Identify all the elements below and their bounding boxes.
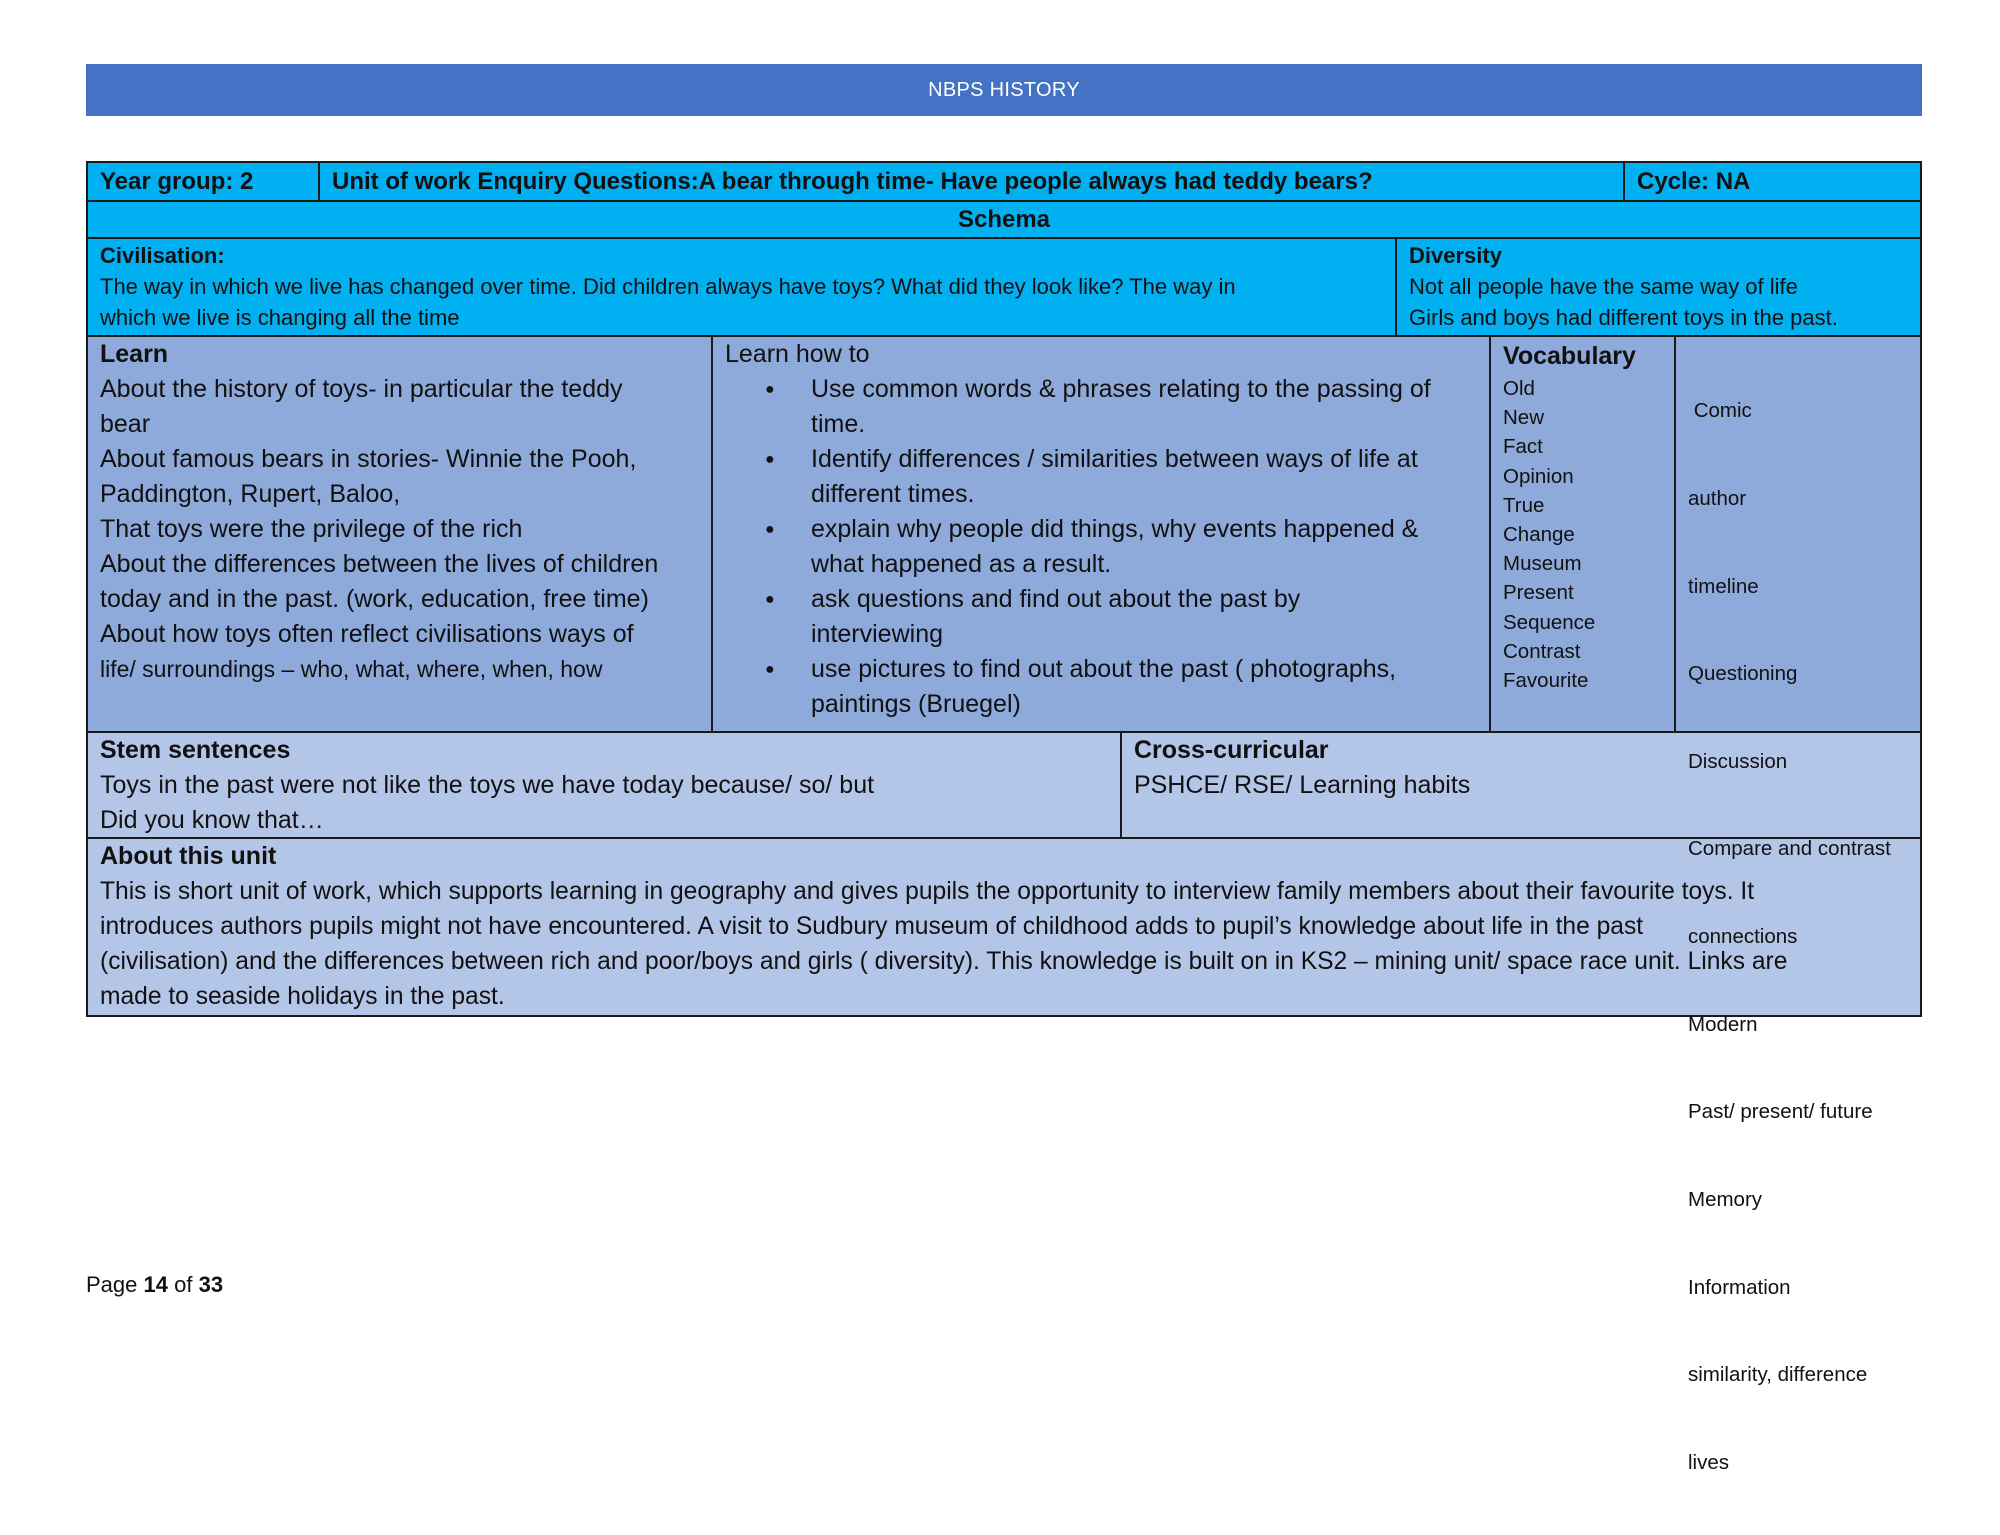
unit-header-row [86,161,1922,202]
learn-line: About how toys often reflect civilisations ways of [100,620,634,648]
vocabulary-cell [1489,337,1674,731]
list-item-text: interviewing [811,620,944,648]
vocab-word: Memory [1688,1187,1763,1211]
learn-line: About famous bears in stories- Winnie the Pooh, [100,445,637,473]
vocab-word: Change [1503,523,1575,547]
list-item-text: what happened as a result. [811,550,1112,578]
vocab-word: lives [1688,1450,1730,1474]
vocab-word: Modern [1688,1012,1758,1036]
vocab-word: timeline [1688,574,1759,598]
list-item-text: ● ask questions and find out about the past by [811,585,1301,613]
about-line: (civilisation) and the differences between rich and poor/boys and girls ( diversity). This knowledge is built on in KS2 – mining unit/ space race unit. Links are [100,948,1788,975]
vocab-word: Opinion [1503,464,1574,488]
vocab-word: Museum [1503,552,1582,576]
list-item-text: ● use pictures to find out about the past ( photographs, [811,655,1397,683]
list-item-text: paintings (Bruegel) [811,690,1021,718]
vocab-word: Sequence [1503,610,1596,634]
about-title: About this unit [100,842,277,870]
page-number: 14 [143,1272,168,1297]
learn-line: bear [100,410,151,438]
vocabulary-cell-2 [1674,337,1920,1474]
learn-line: life/ surroundings – who, what, where, when, how [100,656,603,682]
learn-line: About the differences between the lives of children [100,550,659,578]
learn-how-cell [711,337,1489,731]
list-item [725,652,1477,722]
vocab-word: New [1503,406,1545,430]
learn-title: Learn [100,340,169,368]
vocab-word: Contrast [1503,639,1581,663]
list-item [725,442,1477,512]
diversity-line: Girls and boys had different toys in the past. [1409,305,1838,330]
diversity-cell [1395,239,1920,335]
civilisation-cell [88,239,1395,335]
civilisation-line: which we live is changing all the time [100,305,460,330]
learn-cell [88,337,711,731]
vocab-word: author [1688,487,1747,511]
vocab-word: Old [1503,377,1535,400]
vocab-word: Past/ present/ future [1688,1100,1873,1124]
stem-row [86,733,1922,839]
about-cell [88,839,1920,1015]
diversity-line: Not all people have the same way of life [1409,274,1798,299]
vocab-word: similarity, difference [1688,1363,1868,1387]
list-item-text: time. [811,410,866,438]
learn-line: Paddington, Rupert, Baloo, [100,480,401,508]
list-item-text: ● Identify differences / similarities between ways of life at [811,445,1418,473]
civilisation-line: The way in which we live has changed over time. Did children always have toys? What did they look like? The way in [100,274,1236,299]
vocab-word: Questioning [1688,662,1798,686]
stem-line: Did you know that… [100,806,324,834]
list-item [725,512,1477,582]
learn-line: That toys were the privilege of the rich [100,515,523,543]
of-word: of [174,1272,193,1297]
stem-line: Toys in the past were not like the toys we have today because/ so/ but [100,771,875,799]
cross-title: Cross-curricular [1134,736,1329,764]
enquiry-question-cell: Unit of work Enquiry Questions:A bear through time- Have people always had teddy bears? [318,163,1623,200]
vocabulary-title: Vocabulary [1503,342,1636,370]
vocab-word: Fact [1503,435,1543,459]
stem-sentences-cell [88,733,1120,837]
cross-curricular-cell [1120,733,1920,837]
civilisation-title: Civilisation: [100,243,225,268]
vocab-word: Discussion [1688,749,1788,773]
schema-title: Schema [957,205,1051,233]
learn-how-list [725,372,1477,722]
about-row [86,839,1922,1017]
learn-line: today and in the past. (work, education, free time) [100,585,649,613]
about-line: made to seaside holidays in the past. [100,983,505,1010]
list-item-text: different times. [811,480,975,508]
list-item [725,582,1477,652]
about-line: This is short unit of work, which supports learning in geography and gives pupils the opportunity to interview family members about their favourite toys. It [100,878,1755,905]
vocab-word: Present [1503,581,1574,605]
page-footer [86,1272,223,1298]
vocab-word: Compare and contrast [1688,837,1891,861]
cross-text: PSHCE/ RSE/ Learning habits [1134,771,1471,799]
learn-line: About the history of toys- in particular the teddy [100,375,623,403]
year-group-cell: Year group: 2 [100,167,254,195]
vocab-word: Information [1688,1275,1791,1299]
vocab-word: Favourite [1503,669,1589,693]
schema-row [86,202,1922,239]
vocab-word: connections [1688,925,1798,949]
list-item-text: ● Use common words & phrases relating to the passing of [811,375,1431,403]
about-line: introduces authors pupils might not have encountered. A visit to Sudbury museum of childhood adds to pupil’s knowledge about life in the past [100,913,1644,940]
diversity-title: Diversity [1409,243,1502,268]
schema-detail-row [86,239,1922,337]
vocab-word: True [1503,493,1545,517]
page-word: Page [86,1272,138,1297]
cycle-cell: Cycle: NA [1623,163,1920,200]
page-header-banner [86,64,1922,116]
page-total: 33 [198,1272,224,1297]
vocab-word: Comic [1688,399,1752,423]
list-item-text: ● explain why people did things, why events happened & [811,515,1419,543]
list-item [725,372,1477,442]
header-title: NBPS HISTORY [928,78,1080,101]
learn-how-title: Learn how to [725,340,870,368]
stem-title: Stem sentences [100,736,291,764]
